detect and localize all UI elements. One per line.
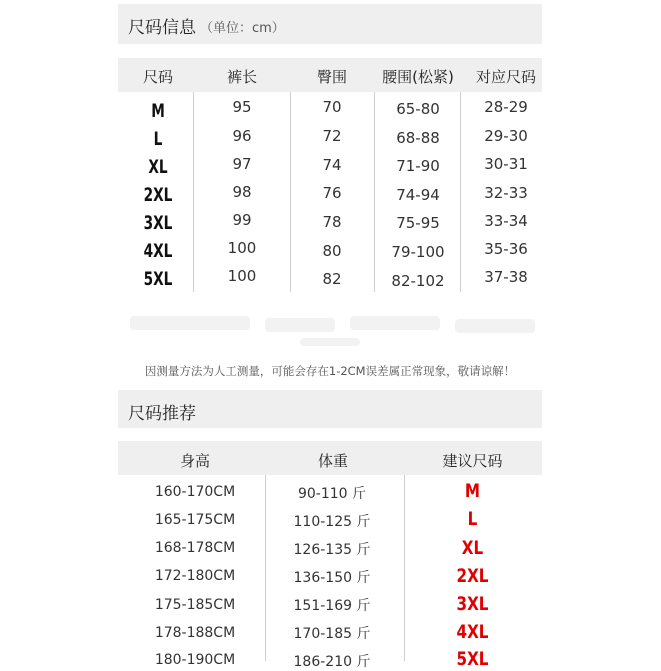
waist-cell: 82-102 bbox=[391, 272, 445, 290]
weight-cell: 151-169 斤 bbox=[293, 598, 371, 614]
hip-cell: 78 bbox=[322, 213, 342, 231]
column-divider bbox=[290, 92, 291, 292]
waist-cell: 68-88 bbox=[396, 129, 440, 147]
length-cell: 100 bbox=[227, 267, 257, 285]
length-cell: 99 bbox=[232, 211, 252, 229]
height-cell: 180-190CM bbox=[154, 652, 236, 668]
recommended-size-cell: 2XL bbox=[456, 565, 489, 587]
size-cell: XL bbox=[148, 156, 168, 178]
corresponding-size-cell: 30-31 bbox=[484, 155, 528, 173]
corresponding-size-cell: 28-29 bbox=[484, 98, 528, 116]
hip-cell: 72 bbox=[322, 127, 342, 145]
column-header: 身高 bbox=[179, 452, 210, 470]
size-cell: 3XL bbox=[143, 212, 173, 234]
height-cell: 165-175CM bbox=[154, 512, 236, 528]
waist-cell: 71-90 bbox=[396, 157, 440, 175]
recommend-title: 尺码推荐 bbox=[128, 404, 196, 424]
measurement-note: 因测量方法为人工测量，可能会存在1-2CM误差属正常现象，敬请谅解！ bbox=[144, 364, 516, 378]
size-cell: M bbox=[151, 100, 165, 122]
size-cell: 4XL bbox=[143, 240, 173, 262]
corresponding-size-cell: 37-38 bbox=[484, 268, 528, 286]
weight-cell: 170-185 斤 bbox=[293, 626, 371, 642]
recommended-size-cell: L bbox=[467, 508, 478, 530]
size-info-title: 尺码信息 bbox=[128, 18, 196, 38]
waist-cell: 65-80 bbox=[396, 100, 440, 118]
weight-cell: 136-150 斤 bbox=[293, 570, 371, 586]
height-cell: 160-170CM bbox=[154, 484, 236, 500]
hip-cell: 76 bbox=[322, 184, 342, 202]
recommended-size-cell: 5XL bbox=[456, 648, 489, 670]
column-divider bbox=[404, 475, 405, 661]
column-header: 尺码 bbox=[142, 68, 173, 86]
weight-cell: 186-210 斤 bbox=[293, 654, 371, 670]
length-cell: 98 bbox=[232, 183, 252, 201]
column-divider bbox=[265, 475, 266, 661]
corresponding-size-cell: 29-30 bbox=[484, 127, 528, 145]
hip-cell: 82 bbox=[322, 270, 342, 288]
column-header: 腰围(松紧) bbox=[382, 68, 454, 86]
size-info-unit: （单位：cm） bbox=[200, 21, 285, 36]
weight-cell: 126-135 斤 bbox=[293, 542, 371, 558]
column-header: 裤长 bbox=[226, 68, 257, 86]
height-cell: 172-180CM bbox=[154, 568, 236, 584]
waist-cell: 74-94 bbox=[396, 186, 440, 204]
length-cell: 95 bbox=[232, 98, 252, 116]
height-cell: 168-178CM bbox=[154, 540, 236, 556]
recommended-size-cell: XL bbox=[461, 537, 484, 559]
column-divider bbox=[374, 92, 375, 292]
size-cell: 2XL bbox=[143, 184, 173, 206]
size-cell: L bbox=[153, 128, 163, 150]
column-header: 臀围 bbox=[316, 68, 347, 86]
corresponding-size-cell: 35-36 bbox=[484, 240, 528, 258]
size-cell: 5XL bbox=[143, 268, 173, 290]
column-divider bbox=[460, 92, 461, 292]
column-header: 对应尺码 bbox=[475, 68, 536, 86]
corresponding-size-cell: 32-33 bbox=[484, 184, 528, 202]
waist-cell: 75-95 bbox=[396, 214, 440, 232]
recommended-size-cell: 3XL bbox=[456, 593, 489, 615]
length-cell: 96 bbox=[232, 127, 252, 145]
length-cell: 97 bbox=[232, 155, 252, 173]
waist-cell: 79-100 bbox=[391, 243, 445, 261]
corresponding-size-cell: 33-34 bbox=[484, 212, 528, 230]
recommended-size-cell: 4XL bbox=[456, 621, 489, 643]
hip-cell: 74 bbox=[322, 156, 342, 174]
weight-cell: 110-125 斤 bbox=[293, 514, 371, 530]
weight-cell: 90-110 斤 bbox=[297, 486, 367, 502]
recommended-size-cell: M bbox=[464, 480, 481, 502]
column-header: 体重 bbox=[317, 452, 348, 470]
height-cell: 178-188CM bbox=[154, 625, 236, 641]
length-cell: 100 bbox=[227, 239, 257, 257]
hip-cell: 80 bbox=[322, 242, 342, 260]
height-cell: 175-185CM bbox=[154, 597, 236, 613]
column-header: 建议尺码 bbox=[442, 452, 503, 470]
hip-cell: 70 bbox=[322, 98, 342, 116]
column-divider bbox=[193, 92, 194, 292]
